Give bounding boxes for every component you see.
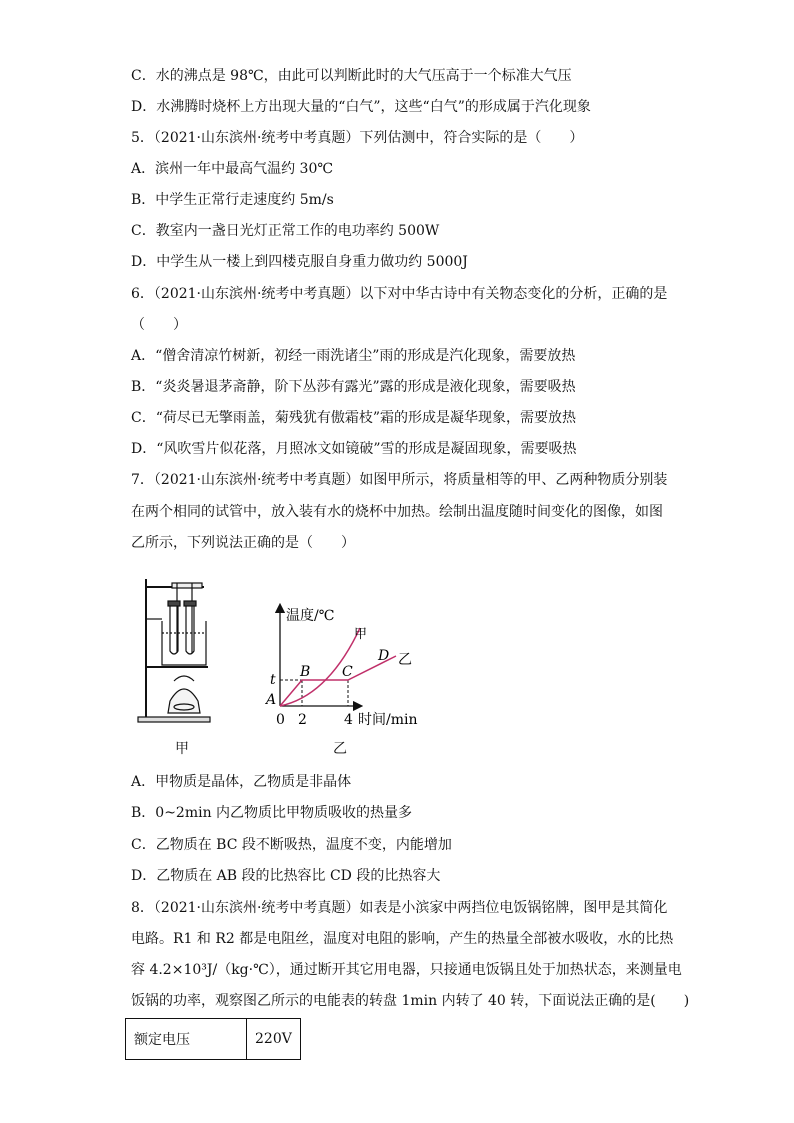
text-line: D．乙物质在 AB 段的比热容比 CD 段的比热容大 [131, 868, 441, 884]
x-tick-0: 0 [276, 712, 285, 728]
spec-table [125, 1018, 301, 1060]
x-tick-2: 2 [298, 712, 307, 728]
text-line: 5．（2021·山东滨州·统考中考真题）下列估测中，符合实际的是（ ） [131, 130, 584, 146]
t-label: t [270, 672, 276, 688]
point-label-d: D [378, 648, 390, 664]
x-axis-label: 时间/min [358, 712, 418, 728]
table-cell-label: 额定电压 [126, 1019, 247, 1060]
text-line: D．水沸腾时烧杯上方出现大量的“白气”，这些“白气”的形成属于汽化现象 [131, 99, 591, 115]
graph-caption: 乙 [333, 741, 347, 757]
text-line: 饭锅的功率，观察图乙所示的电能表的转盘 1min 内转了 40 转，下面说法正确的是( ) [131, 993, 690, 1009]
temperature-graph [258, 600, 428, 730]
text-line: 容 4.2×10³J/（kg·℃），通过断开其它用电器，只接通电饭锅且处于加热状态，来测量电 [131, 962, 682, 978]
text-line: 乙所示，下列说法正确的是（ ） [131, 535, 355, 551]
text-line: 7．（2021·山东滨州·统考中考真题）如图甲所示，将质量相等的甲、乙两种物质分别装 [131, 472, 668, 488]
text-line: C．“荷尽已无擎雨盖，菊残犹有傲霜枝”霜的形成是凝华现象，需要放热 [131, 410, 577, 426]
curve-jia-label: 甲 [354, 627, 368, 642]
text-line: （ ） [131, 317, 187, 333]
text-line: 电路。R1 和 R2 都是电阻丝，温度对电阻的影响，产生的热量全部被水吸收，水的比热 [131, 931, 674, 947]
text-line: D．中学生从一楼上到四楼克服自身重力做功约 5000J [131, 254, 468, 270]
x-tick-4: 4 [344, 712, 353, 728]
text-line: 6．（2021·山东滨州·统考中考真题）以下对中华古诗中有关物态变化的分析，正确的是 [131, 286, 668, 302]
text-line: A．滨州一年中最高气温约 30℃ [131, 161, 334, 177]
text-line: C．水的沸点是 98℃，由此可以判断此时的大气压高于一个标准大气压 [131, 68, 572, 84]
point-label-b: B [300, 664, 311, 680]
apparatus-figure [134, 573, 214, 725]
y-axis-label: 温度/℃ [286, 608, 335, 624]
table-row [126, 1019, 301, 1060]
text-line: A．“僧舍清凉竹树新，初经一雨洗诸尘”雨的形成是汽化现象，需要放热 [131, 348, 576, 364]
text-line: D．“风吹雪片似花落，月照冰文如镜破”雪的形成是凝固现象，需要吸热 [131, 441, 577, 457]
text-line: B．中学生正常行走速度约 5m/s [131, 192, 334, 208]
text-line: 在两个相同的试管中，放入装有水的烧杯中加热。绘制出温度随时间变化的图像，如图 [131, 504, 663, 520]
text-line: C．乙物质在 BC 段不断吸热，温度不变，内能增加 [131, 837, 452, 853]
text-line: B．0~2min 内乙物质比甲物质吸收的热量多 [131, 805, 413, 821]
text-line: 8．（2021·山东滨州·统考中考真题）如表是小滨家中两挡位电饭锅铭牌，图甲是其简化 [131, 900, 668, 916]
point-label-c: C [342, 664, 353, 680]
apparatus-caption: 甲 [175, 741, 189, 757]
point-label-a: A [266, 692, 277, 708]
table-cell-value: 220V [247, 1019, 301, 1060]
text-line: A．甲物质是晶体，乙物质是非晶体 [131, 774, 352, 790]
text-line: B．“炎炎暑退茅斋静，阶下丛莎有露光”露的形成是液化现象，需要吸热 [131, 379, 576, 395]
text-line: C．教室内一盏日光灯正常工作的电功率约 500W [131, 223, 440, 239]
curve-yi-label: 乙 [398, 652, 412, 668]
